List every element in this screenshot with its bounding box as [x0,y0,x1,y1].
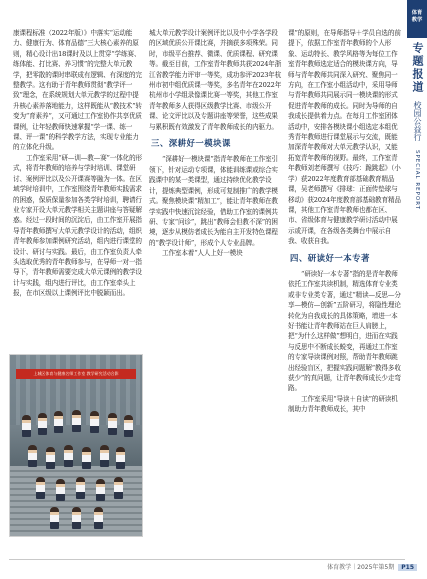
photo-banner: 上城区体育与健康名师工作室 教学研究活动合影 [16,369,136,379]
page-number: P15 [398,564,417,571]
person [50,507,59,529]
person [54,411,63,433]
person [76,477,85,499]
section-english: SPECIAL REPORT [414,150,420,211]
person [108,413,117,435]
section-heading: 四、研读好一本专著 [290,252,370,263]
person [82,447,91,469]
tab-label: 教学 [411,16,423,23]
person [46,447,55,469]
body-paragraph: 城大单元教学设计案例评比以及中小学各学段的区域优质公开课比赛，并摘获多项殊荣。同时，市级平台推荐、微课、优质课程、研究课等。截至目前，工作室青年教师共获2024年浙江省教学能力评审一等奖，成功参评2023年杭州市初中组优质课一等奖，多名青年在2022年杭州市小学组录像课比赛一等奖，其他工作室青年教师多人获得区级教学比赛、市级公开课、论文评比以及专题讲座等荣誉，这些成果与累积既有效激发了青年教师成长的内驱力。 [149,29,282,131]
person [38,413,47,435]
section-subtitle: 校园公益行 [413,101,422,142]
section-label-vertical [407,42,427,210]
section-heading: 三、深耕好一模块课 [151,138,231,149]
body-paragraph: 课”的原则，在导师指导＋学员自选的前提下，依据工作室青年教师的个人形象、运动特长、教学风格等为每位工作室青年教师选定适合的模块课方向，导师与青年教师共同深入研究、聚焦同一方向，在工作室小组活动中，采用导师与青年教师共同展示同一模块课的形式促进青年教师的成长。同时为导师的自我成长提供着力点。在每月工作室团体活动中，安排各模块课小组选定本组优秀青年教师进行课堂展示与交流，既能加深青年教师对大单元教学认识，又能拓宽青年教师的视野。最终，工作室青年教师刘老师撰写《技巧：跪跳起》（小学）获2022年度教育部基础教育精品课，吴老师撰写《排球：正面传垫球与移动》获2024年度教育部基础教育精品课，其他工作室青年教师也都在区、市、省级体育与健康教学研讨活动中展示或开课，在各级各类舞台中展示自我、收获自我。 [288,29,401,246]
person [22,415,31,437]
person [94,507,103,529]
person [90,411,99,433]
body-paragraph: 康课程标准（2022年版）》中落实“运动能力、健康行为、体育品德”三大核心素养的原则，精心设计出18课时及以上贯穿“学练赛、练体能、打比赛、养习惯”的完整大单元教学，把零散的课时串联成有逻辑、有深度的完整教学。这有助于青年教师贯彻“教学评一致”理念，在系统规划大单元教学的过程中提升核心素养落地能力，这样既能从“教技术”转变为“育素养”，又可通过工作室协作共享优质课例，让年轻教师快速掌握“学一课、练一课、评一课”的科学教学方法，实现专业能力的立体化升级。 [13,29,142,152]
footer-divider [9,559,405,560]
page-footer [327,562,417,571]
section-title: 专题报道 [411,42,424,94]
person [96,479,105,501]
person [124,415,133,437]
person [36,477,45,499]
person [100,445,109,467]
section-sidebar [407,0,427,579]
journal-name: 体育教学｜2025年第5期 [327,564,395,571]
person [114,477,123,499]
person [72,507,81,529]
group-photo [9,354,143,537]
person [116,447,125,469]
article-column-middle [149,28,283,259]
body-paragraph: 工作室采用“研—训—教—赛”一体化的形式，将青年教师的培养与学时培训、课堂研讨、案例评比以及公开课赛等融为一体。在区域学时培训中，工作室围绕青年教师实践需求的困惑，保质保量参加各类学时培训，聘请行业专家开设大单元教学相关主题讲座与答疑解惑。经过一段时间的沉淀后，由工作室开展指导青年教师撰写大单元教学设计的活动，组织青年教师参加课例研究活动，组内进行课堂的设计、研讨与实践。最后，由工作室负责人牵头选取优秀的青年教师参与，在导师一对一指导下，青年教师需要完成大单元课例的教学设计与实践，组内进行评比，由工作室牵头上报，在市区级以上课例评比中脱颖而出。 [13,153,142,298]
body-paragraph: 工作室本着“人人上好一模块 [162,249,243,258]
article-column-right [288,28,402,415]
body-paragraph: 工作室采用“导读＋自读”的研读机制助力青年教师成长，其中 [288,394,398,414]
journal-tab [407,0,427,38]
person [64,445,73,467]
person [28,445,37,467]
person [56,479,65,501]
tab-label: 体育 [411,10,423,16]
article-column-left [13,28,143,299]
body-paragraph: “研读好一本专著”指的是青年教师依托工作室共读机制，精选体育专业类或非专业类专著，通过“精读—反思—分享—模仿—创新”五阶研习，将隐性理论转化为自我成长的具体策略，增进一本好书能让青年教师站在巨人肩膀上，把“为什么这样做”想明白，进而在实践与反思中不断成长蜕变，再通过工作室的专家导读课例对照，帮助青年教师跳出经验盲区，把握实践问题解“教得多收获少”的真问题，让青年教师成长少走弯路。 [288,269,401,393]
person [72,410,81,432]
body-paragraph: “深耕好一模块课”指青年教师在工作室引领下，针对运动专项课，体能训练课或综合实践课中的某一类课型，通过持续优化教学设计，提炼典型课例，形成可复制推广的教学模式。聚焦模块课“精加工”，能让青年教师在教学实践中快速沉淀经验，借助工作室的课例共研、专家“问诊”，跳出“教师会但教不深”的困境，逐步从模仿者成长为能自主开发特色课程的“教学设计师”，形成个人专业品牌。 [149,155,278,247]
